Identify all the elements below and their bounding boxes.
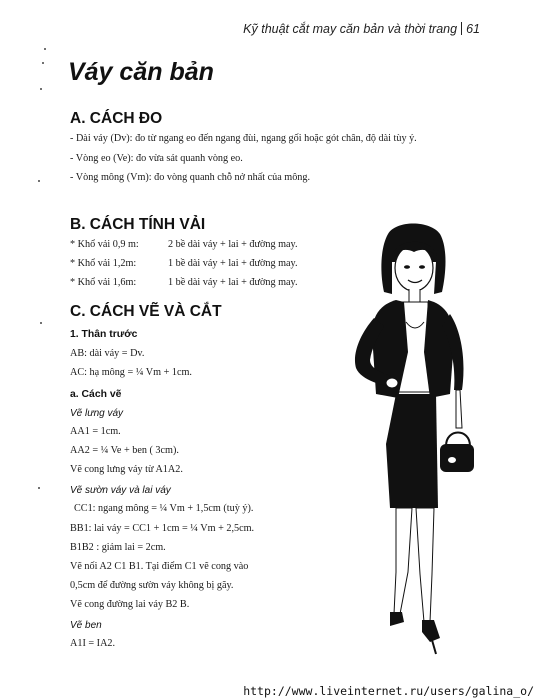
fabric-amount: 1 bề dài váy + lai + đường may. bbox=[168, 258, 298, 269]
measure-item: - Vòng eo (Ve): đo vừa sát quanh vòng eo. bbox=[70, 153, 243, 164]
side-seam-heading: Vẽ sườn váy và lai váy bbox=[70, 485, 171, 496]
how-to-draw-title: a. Cách vẽ bbox=[70, 389, 122, 400]
margin-speck bbox=[42, 62, 44, 64]
source-url-watermark: http://www.liveinternet.ru/users/galina_o/ bbox=[243, 684, 534, 698]
margin-speck bbox=[44, 48, 46, 50]
chapter-title: Váy căn bản bbox=[68, 58, 214, 86]
section-b-title: B. CÁCH TÍNH VẢI bbox=[70, 216, 206, 233]
fabric-width-label: * Khổ vải 0,9 m: bbox=[70, 239, 139, 250]
section-a-title: A. CÁCH ĐO bbox=[70, 110, 163, 127]
fashion-illustration bbox=[338, 222, 488, 662]
running-header bbox=[243, 22, 480, 36]
fabric-amount: 2 bề dài váy + lai + đường may. bbox=[168, 239, 298, 250]
header-separator bbox=[461, 22, 462, 35]
formula-line: Vẽ cong đường lai váy B2 B. bbox=[70, 599, 190, 610]
formula-line: AC: hạ mông = ¼ Vm + 1cm. bbox=[70, 367, 192, 378]
running-title: Kỹ thuật cắt may căn bản và thời trang bbox=[243, 22, 458, 36]
measure-item: - Dài váy (Dv): đo từ ngang eo đến ngang đùi, ngang gối hoặc gót chân, độ dài tùy ý. bbox=[70, 133, 417, 144]
measure-item: - Vòng mông (Vm): đo vòng quanh chỗ nở nhất của mông. bbox=[70, 172, 311, 183]
fabric-amount: 1 bề dài váy + lai + đường may. bbox=[168, 277, 298, 288]
fabric-width-label: * Khổ vải 1,2m: bbox=[70, 258, 137, 269]
section-c-title: C. CÁCH VẼ VÀ CẮT bbox=[70, 303, 222, 320]
formula-line: AA1 = 1cm. bbox=[70, 426, 121, 437]
page-number: 61 bbox=[466, 22, 480, 36]
fabric-width-label: * Khổ vải 1,6m: bbox=[70, 277, 137, 288]
margin-speck bbox=[38, 487, 40, 489]
formula-line: Vẽ nối A2 C1 B1. Tại điểm C1 vẽ cong vào bbox=[70, 561, 249, 572]
waist-heading: Vẽ lưng váy bbox=[70, 408, 124, 419]
formula-line: 0,5cm để đường sườn váy không bị gãy. bbox=[70, 580, 234, 591]
margin-speck bbox=[40, 88, 42, 90]
formula-line: B1B2 : giảm lai = 2cm. bbox=[70, 542, 166, 553]
formula-line: BB1: lai váy = CC1 + 1cm = ¼ Vm + 2,5cm. bbox=[70, 523, 255, 534]
dart-heading: Vẽ ben bbox=[70, 620, 102, 631]
margin-speck bbox=[40, 322, 42, 324]
formula-line: AB: dài váy = Dv. bbox=[70, 348, 145, 359]
formula-line: A1I = IA2. bbox=[70, 638, 116, 649]
formula-line: Vẽ cong lưng váy từ A1A2. bbox=[70, 464, 183, 475]
formula-line: AA2 = ¼ Ve + ben ( 3cm). bbox=[70, 445, 179, 456]
part-front-title: 1. Thân trước bbox=[70, 329, 138, 340]
formula-line: CC1: ngang mông = ¼ Vm + 1,5cm (tuỳ ý). bbox=[74, 503, 254, 514]
margin-speck bbox=[38, 180, 40, 182]
